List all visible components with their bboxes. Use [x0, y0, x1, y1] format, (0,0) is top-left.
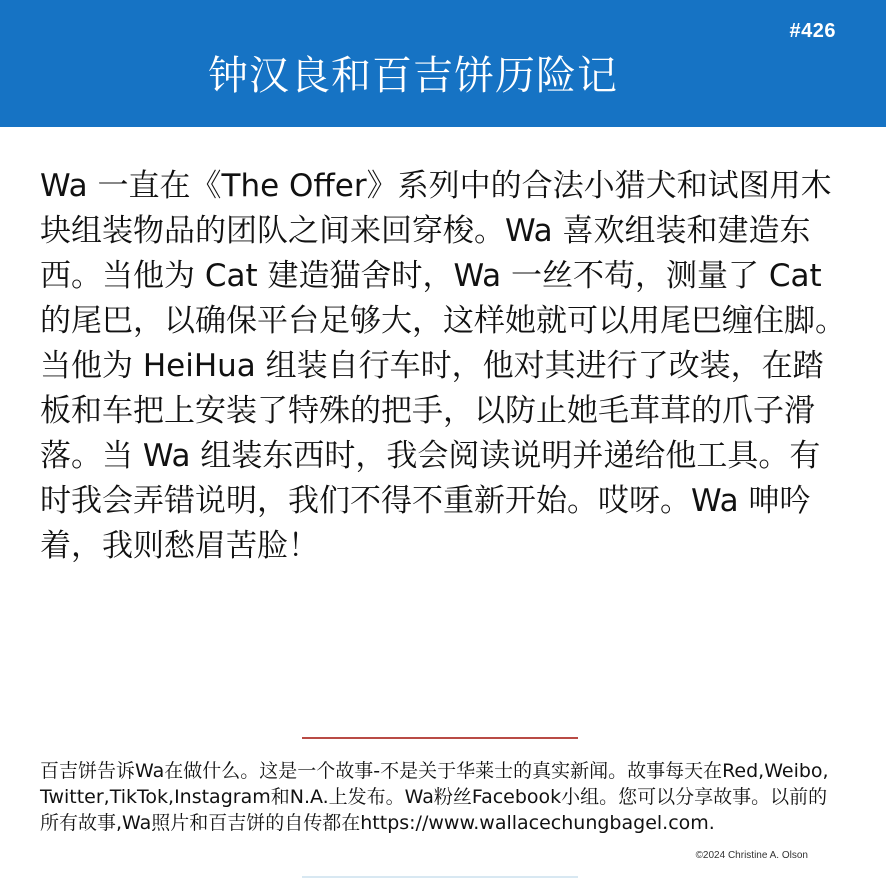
- page-title: 钟汉良和百吉饼历险记: [208, 53, 618, 99]
- episode-number: #426: [789, 20, 836, 42]
- story-text: Wa 一直在《The Offer》系列中的合法小猎犬和试图用木块组装物品的团队之间来回穿梭。Wa 喜欢组装和建造东西。当他为 Cat 建造猫舍时，Wa 一丝不苟，测量了 Cat 的尾巴，以确保平台足够大，这样她就可以用尾巴缠住脚。当他为 HeiHua 组装自行车时，他对其进行了改装，在踏板和车把上安装了特殊的把手，以防止她毛茸茸的爪子滑落。当 Wa 组装东西时，我会阅读说明并递给他工具。有时我会弄错说明，我们不得不重新开始。哎呀。Wa 呻吟着，我则愁眉苦脸！: [40, 168, 846, 564]
- footer-note: 百吉饼告诉Wa在做什么。这是一个故事-不是关于华莱士的真实新闻。故事每天在Red,Weibo,Twitter,TikTok,Instagram和N.A.上发布。Wa粉丝Facebook小组。您可以分享故事。以前的所有故事,Wa照片和百吉饼的自传都在https://www.wallacechungbagel.com.: [40, 760, 829, 834]
- bottom-divider-line: [302, 876, 578, 878]
- header-banner: [0, 0, 886, 127]
- copyright-notice: ©2024 Christine A. Olson: [695, 850, 808, 861]
- divider-line: [302, 737, 578, 739]
